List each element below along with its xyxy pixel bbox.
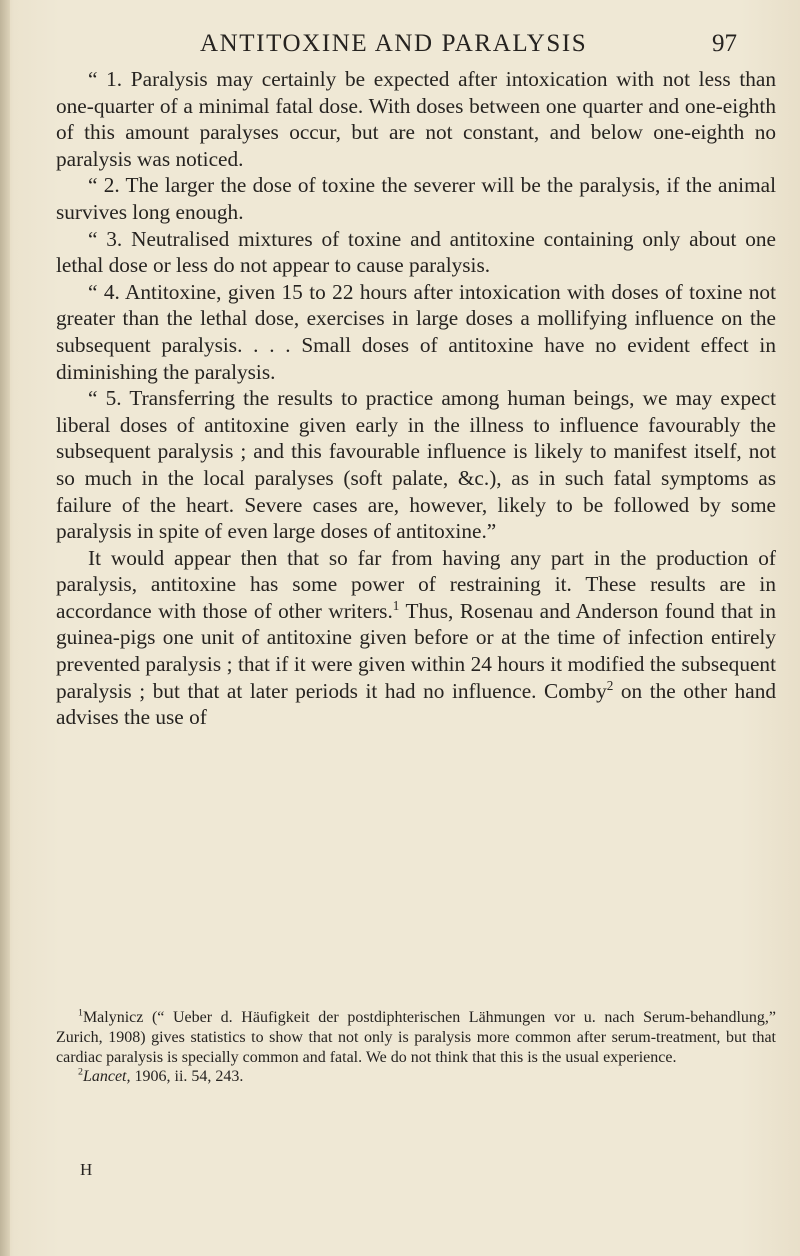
signature-mark: H [80,1160,93,1179]
quoted-conclusion-3: “ 3. Neutralised mixtures of toxine and antitoxine containing only about one lethal dose or less do not appear to cause paralysis. [56,226,776,278]
book-spine-shadow [0,0,10,1256]
footnotes [56,1008,776,1087]
footnote-ref-2: 2 [606,677,614,693]
footnote-ref-1: 1 [392,597,400,613]
main-text [56,66,776,731]
discussion-text-b: Thus, Rosenau and Anderson found that in guinea-pigs one unit of antitoxine given before or at the time of infection entirely prevented paralysis ; that if it were given within 24 hours it modified the subsequent paralysis ; but that at later periods it had no influence. Comby [56,598,776,703]
discussion-paragraph [56,545,776,731]
quoted-conclusion-2: “ 2. The larger the dose of toxine the severer will be the paralysis, if the animal survives long enough. [56,173,776,224]
running-title: ANTITOXINE AND PARALYSIS [200,30,588,57]
footnote-2-source: Lancet, [82,1068,131,1086]
footnote-1-marker: 1 [78,1007,83,1019]
footnote-2-text: 1906, ii. 54, 243. [130,1068,244,1086]
discussion-text-a: It would appear then that so far from having any part in the production of paralysis, antitoxine has some power of restraining it. These results are in accordance with those of other writers. [56,545,776,623]
footnote-2 [56,1067,776,1087]
quoted-conclusion-4: “ 4. Antitoxine, given 15 to 22 hours after intoxication with doses of toxine not greater than the lethal dose, exercises in large doses a mollifying influence on the subsequent paralysis. . . . Small doses of antitoxine have no evident effect in diminishing the paralysis. [56,279,776,384]
page-number: 97 [712,30,737,57]
quoted-conclusion-5: “ 5. Transferring the results to practice among human beings, we may expect liberal doses of antitoxine given early in the illness to influence favourably the subsequent paralysis ; and this favourable influence is likely to manifest itself, not so much in the local paralyses (soft palate, &c.), as in such fatal symptoms as failure of the heart. Severe cases are, however, likely to be followed by some paralysis in spite of even large doses of antitoxine.” [56,386,776,544]
footnote-1 [56,1008,776,1067]
footnote-2-marker: 2 [78,1067,83,1079]
discussion-text-c: on the other hand advises the use of [56,678,776,730]
footnote-1-text: Malynicz (“ Ueber d. Häufigkeit der postdiphterischen Lähmungen vor u. nach Serum-behandlung,” Zurich, 1908) gives statistics to show that not only is paralysis more common after serum-treatment, but that cardiac paralysis is specially common and fatal. We do not think that this is the usual experience. [56,1009,776,1066]
quoted-conclusion-1: “ 1. Paralysis may certainly be expected after intoxication with not less than one-quarter of a minimal fatal dose. With doses between one quarter and one-eighth of this amount paralyses occur, but are not constant, and below one-eighth no paralysis was noticed. [56,67,776,171]
